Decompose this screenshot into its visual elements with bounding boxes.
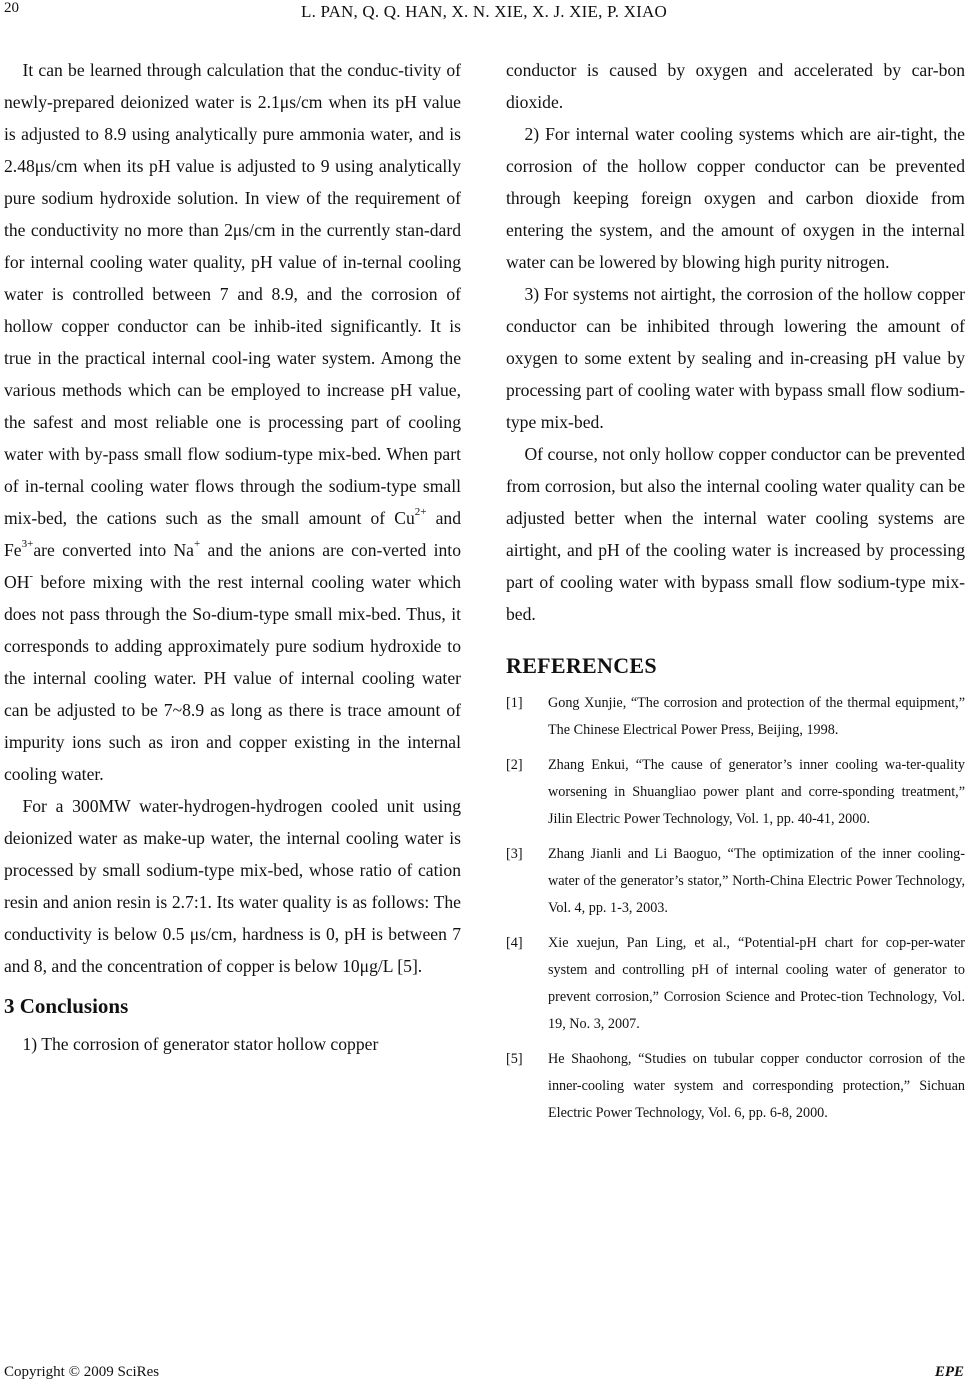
right-column (506, 54, 965, 1135)
fe-charge-superscript: 3+ (21, 538, 34, 550)
left-column (4, 54, 461, 1060)
left-paragraph-3: 1) The corrosion of generator stator hollow copper (22, 1034, 379, 1054)
reference-number: [1] (506, 695, 523, 711)
p1-text-2: and Fe (4, 508, 461, 560)
p1-text-1: It can be learned through calculation that the conduc-tivity of newly-prepared deionized water is 2.1μs/cm when its pH value is adjusted to 8.9 using analytically pure ammonia water, and is 2.48μs/cm when its pH value is adjusted to 9 using analytically pure sodium hydroxide solution. In view of the requirement of the conductivity no more than 2μs/cm in the currently stan-dard for internal cooling water quality, pH value of in-ternal cooling water is controlled between 7 and 8.9, and the corrosion of hollow copper conductor can be inhib-ited significantly. It is true in the practical internal cool-ing water system. Among the various methods which can be employed to increase pH value, the safest and most reliable one is processing part of cooling water with by-pass small flow sodium-type mix-bed. When part of in-ternal cooling water flows through the sodium-type small mix-bed, the cations such as the small amount of Cu (4, 60, 461, 528)
na-charge-superscript: + (193, 538, 201, 550)
reference-text: Gong Xunjie, “The corrosion and protection of the thermal equipment,” The Chinese Electrical Power Press, Beijing, 1998. (548, 695, 965, 738)
right-paragraph-1: conductor is caused by oxygen and accelerated by car-bon dioxide. (506, 60, 965, 112)
reference-text: Xie xuejun, Pan Ling, et al., “Potential-pH chart for cop-per-water system and controlling pH of internal cooling water of generator to prevent corrosion,” Corrosion Science and Protec-tion Technology, Vol. 19, No. 3, 2007. (548, 935, 965, 1032)
left-paragraph-1 (4, 54, 461, 790)
reference-number: [4] (506, 935, 523, 951)
right-paragraph-3: 3) For systems not airtight, the corrosion of the hollow copper conductor can be inhibited through lowering the amount of oxygen to some extent by sealing and in-creasing pH value by processing part of cooling water with bypass small flow sodium-type mix-bed. (506, 284, 965, 432)
p1-text-4: and the anions are con-verted into OH (4, 540, 461, 592)
right-paragraph-2: 2) For internal water cooling systems which are air-tight, the corrosion of the hollow copper conductor can be prevented through keeping foreign oxygen and carbon dioxide from entering the system, and the amount of oxygen in the internal water can be lowered by blowing high purity nitrogen. (506, 124, 965, 272)
reference-text: Zhang Jianli and Li Baoguo, “The optimization of the inner cooling-water of the generator’s stator,” North-China Electric Power Technology, Vol. 4, pp. 1-3, 2003. (548, 846, 965, 916)
left-paragraph-2: For a 300MW water-hydrogen-hydrogen cooled unit using deionized water as make-up water, the internal cooling water is processed by small sodium-type mix-bed, whose ratio of cation resin and anion resin is 2.7:1. Its water quality is as follows: The conductivity is below 0.5 μs/cm, hardness is 0, pH is between 7 and 8, and the concentration of copper is below 10μg/L [5]. (4, 796, 461, 976)
references-list (506, 690, 965, 1127)
reference-item (506, 930, 965, 1038)
oh-charge-superscript: - (29, 570, 34, 582)
p1-text-5: before mixing with the rest internal cooling water which does not pass through the So-dium-type small mix-bed. Thus, it corresponds to adding approximately pure sodium hydroxide to the internal cooling water. PH value of internal cooling water can be adjusted to be 7~8.9 as long as there is trace amount of impurity ions such as iron and copper existing in the internal cooling water. (4, 572, 461, 784)
reference-number: [3] (506, 846, 523, 862)
reference-item (506, 690, 965, 744)
right-paragraph-4: Of course, not only hollow copper conductor can be prevented from corrosion, but also the internal cooling water quality can be adjusted better when the internal water cooling systems are airtight, and pH of the cooling water is increased by processing part of cooling water with bypass small flow sodium-type mix-bed. (506, 444, 965, 624)
cu-charge-superscript: 2+ (414, 506, 427, 518)
footer-journal-name: EPE (934, 1364, 964, 1380)
running-head-authors: L. PAN, Q. Q. HAN, X. N. XIE, X. J. XIE, P. XIAO (301, 2, 667, 21)
reference-number: [2] (506, 757, 523, 773)
reference-item (506, 841, 965, 922)
section-title-conclusions: 3 Conclusions (4, 994, 129, 1018)
footer-copyright: Copyright © 2009 SciRes (4, 1364, 160, 1380)
reference-number: [5] (506, 1051, 523, 1067)
reference-text: He Shaohong, “Studies on tubular copper conductor corrosion of the inner-cooling water system and corresponding protection,” Sichuan Electric Power Technology, Vol. 6, pp. 6-8, 2000. (548, 1051, 965, 1121)
p1-text-3: are converted into Na (33, 540, 194, 560)
reference-item (506, 752, 965, 833)
reference-text: Zhang Enkui, “The cause of generator’s inner cooling wa-ter-quality worsening in Shuangliao power plant and corre-sponding treatment,” Jilin Electric Power Technology, Vol. 1, pp. 40-41, 2000. (548, 757, 965, 827)
page-number: 20 (4, 0, 19, 16)
references-title: REFERENCES (506, 653, 657, 678)
reference-item (506, 1046, 965, 1127)
